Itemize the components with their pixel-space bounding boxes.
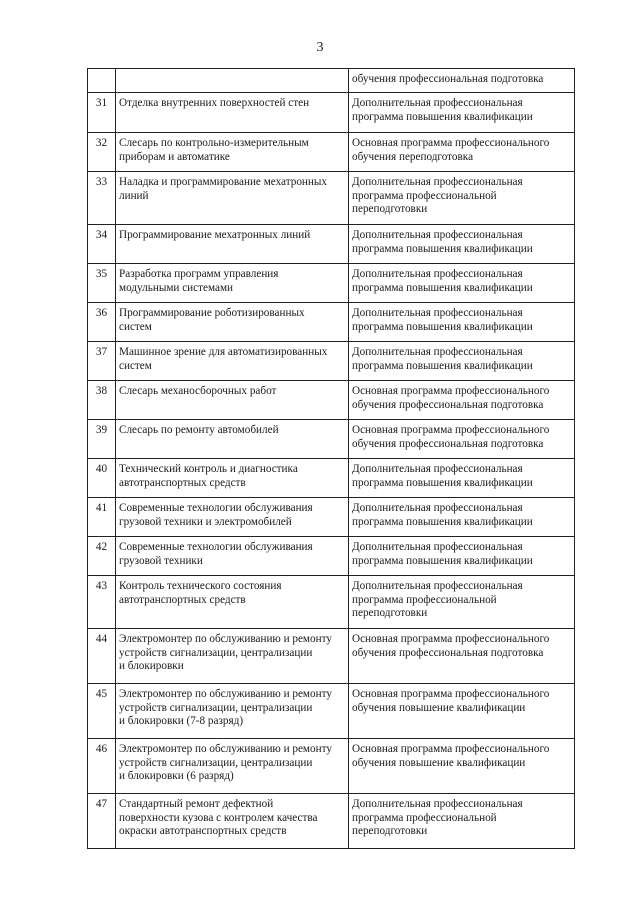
row-number-text: 46 <box>95 743 108 755</box>
profession-name-text: Стандартный ремонт дефектной поверхности кузова с контролем качества окраски автотранспортных средств <box>119 798 318 837</box>
profession-name-cell <box>116 420 349 459</box>
profession-name-cell <box>116 172 349 225</box>
program-type-cell <box>349 498 575 537</box>
program-type-cell <box>349 133 575 172</box>
row-number-cell <box>88 498 116 537</box>
program-type-text: Дополнительная профессиональная программа повышения квалификации <box>352 541 533 567</box>
profession-name-text: Программирование роботизированных систем <box>119 307 305 333</box>
table-row-continuation <box>88 69 575 93</box>
profession-name-text: Электромонтер по обслуживанию и ремонту устройств сигнализации, централизации и блокировки (7-8 разряд) <box>119 688 332 727</box>
row-number-cell <box>88 629 116 684</box>
profession-name-cell <box>116 459 349 498</box>
program-type-text: Дополнительная профессиональная программа повышения квалификации <box>352 346 533 372</box>
row-number-text: 45 <box>95 688 108 700</box>
profession-name-text: Электромонтер по обслуживанию и ремонту устройств сигнализации, централизации и блокировки <box>119 633 332 672</box>
program-type-cell <box>349 459 575 498</box>
row-number-text: 47 <box>95 798 108 810</box>
profession-name-text: Слесарь по ремонту автомобилей <box>119 424 279 436</box>
program-type-text: Дополнительная профессиональная программа повышения квалификации <box>352 502 533 528</box>
table-row <box>88 629 575 684</box>
row-number-cell <box>88 225 116 264</box>
program-type-cell <box>349 381 575 420</box>
table-row <box>88 225 575 264</box>
row-number-cell <box>88 342 116 381</box>
program-type-text: Дополнительная профессиональная программа повышения квалификации <box>352 229 533 255</box>
row-number-cell <box>88 264 116 303</box>
program-type-cell <box>349 303 575 342</box>
row-number-cell <box>88 739 116 794</box>
program-type-cell <box>349 225 575 264</box>
programs-table-body <box>88 69 575 849</box>
row-number-cell <box>88 420 116 459</box>
row-number-text: 43 <box>95 580 108 592</box>
profession-name-cell <box>116 381 349 420</box>
profession-name-cell <box>116 794 349 849</box>
row-number-cell <box>88 794 116 849</box>
table-row <box>88 794 575 849</box>
row-number-cell <box>88 303 116 342</box>
table-row <box>88 420 575 459</box>
row-number-text: 35 <box>95 268 108 280</box>
row-number-cell <box>88 684 116 739</box>
profession-name-cell <box>116 684 349 739</box>
table-row <box>88 576 575 629</box>
program-type-text: Основная программа профессионального обучения профессиональная подготовка <box>352 385 550 411</box>
programs-table <box>87 68 575 849</box>
row-number-cell <box>88 133 116 172</box>
profession-name-text: Наладка и программирование мехатронных линий <box>119 176 328 202</box>
row-number-text: 31 <box>95 97 108 109</box>
profession-name-cell <box>116 133 349 172</box>
program-type-text: Дополнительная профессиональная программа повышения квалификации <box>352 463 533 489</box>
program-type-text: Основная программа профессионального обучения профессиональная подготовка <box>352 424 550 450</box>
program-type-cell <box>349 576 575 629</box>
row-number-text: 33 <box>95 176 108 188</box>
profession-name-cell <box>116 225 349 264</box>
program-type-cell <box>349 93 575 133</box>
profession-name-text: Контроль технического состояния автотранспортных средств <box>119 580 282 606</box>
row-number-cell <box>88 381 116 420</box>
program-type-text: Основная программа профессионального обучения переподготовка <box>352 137 550 163</box>
row-number-text: 34 <box>95 229 108 241</box>
row-number-text: 32 <box>95 137 108 149</box>
profession-name-text: Слесарь по контрольно-измерительным приборам и автоматике <box>119 137 309 163</box>
program-type-text: Дополнительная профессиональная программа повышения квалификации <box>352 307 533 333</box>
row-number-cell <box>88 93 116 133</box>
profession-name-cell <box>116 739 349 794</box>
table-row <box>88 303 575 342</box>
program-type-text: Дополнительная профессиональная программа повышения квалификации <box>352 97 533 123</box>
profession-name-cell <box>116 264 349 303</box>
program-type-text: Основная программа профессионального обучения повышение квалификации <box>352 743 550 769</box>
row-number-cell <box>88 576 116 629</box>
profession-name-text: Современные технологии обслуживания грузовой техники и электромобилей <box>119 502 313 528</box>
table-row <box>88 498 575 537</box>
program-type-text: Основная программа профессионального обучения профессиональная подготовка <box>352 633 550 659</box>
program-type-text: Дополнительная профессиональная программа профессиональной переподготовки <box>352 176 523 215</box>
program-type-text: Дополнительная профессиональная программа профессиональной переподготовки <box>352 798 523 837</box>
row-number-text: 42 <box>95 541 108 553</box>
profession-name-cell <box>116 342 349 381</box>
program-type-cell <box>349 684 575 739</box>
profession-name-text: Программирование мехатронных линий <box>119 229 311 241</box>
profession-name-text: Слесарь механосборочных работ <box>119 385 277 397</box>
row-number-text: 37 <box>95 346 108 358</box>
page-number: 3 <box>316 40 324 55</box>
table-row <box>88 133 575 172</box>
profession-name-cell <box>116 303 349 342</box>
profession-name-text: Электромонтер по обслуживанию и ремонту устройств сигнализации, централизации и блокировки (6 разряд) <box>119 743 332 782</box>
profession-name-text: Современные технологии обслуживания грузовой техники <box>119 541 313 567</box>
table-row <box>88 381 575 420</box>
program-type-cell <box>349 739 575 794</box>
program-type-cell <box>349 342 575 381</box>
row-number-text: 40 <box>95 463 108 475</box>
row-number-cell <box>88 172 116 225</box>
row-number-text: 38 <box>95 385 108 397</box>
table-row <box>88 739 575 794</box>
profession-name-cell <box>116 498 349 537</box>
table-row <box>88 459 575 498</box>
program-type-cell <box>349 172 575 225</box>
table-row <box>88 172 575 225</box>
profession-name-text: Машинное зрение для автоматизированных систем <box>119 346 328 372</box>
program-type-cell <box>349 629 575 684</box>
row-number-cell <box>88 69 116 93</box>
profession-name-text: Разработка программ управления модульными системами <box>119 268 279 294</box>
table-row <box>88 264 575 303</box>
row-number-cell <box>88 537 116 576</box>
profession-name-cell <box>116 576 349 629</box>
program-type-text: Дополнительная профессиональная программа повышения квалификации <box>352 268 533 294</box>
table-row <box>88 684 575 739</box>
profession-name-cell <box>116 93 349 133</box>
table-row <box>88 93 575 133</box>
program-type-cell: обучения профессиональная подготовка <box>349 69 575 93</box>
table-row <box>88 537 575 576</box>
program-type-cell <box>349 420 575 459</box>
row-number-text: 41 <box>95 502 108 514</box>
row-number-text: 36 <box>95 307 108 319</box>
profession-name-cell <box>116 69 349 93</box>
program-type-text: Дополнительная профессиональная программа профессиональной переподготовки <box>352 580 523 619</box>
program-type-cell <box>349 537 575 576</box>
profession-name-text: Отделка внутренних поверхностей стен <box>119 97 310 109</box>
program-type-text: Основная программа профессионального обучения повышение квалификации <box>352 688 550 714</box>
row-number-text: 44 <box>95 633 108 645</box>
row-number-text: 39 <box>95 424 108 436</box>
profession-name-text: Технический контроль и диагностика автотранспортных средств <box>119 463 298 489</box>
program-type-cell <box>349 794 575 849</box>
profession-name-cell <box>116 629 349 684</box>
program-type-cell <box>349 264 575 303</box>
row-number-cell <box>88 459 116 498</box>
profession-name-cell <box>116 537 349 576</box>
table-row <box>88 342 575 381</box>
